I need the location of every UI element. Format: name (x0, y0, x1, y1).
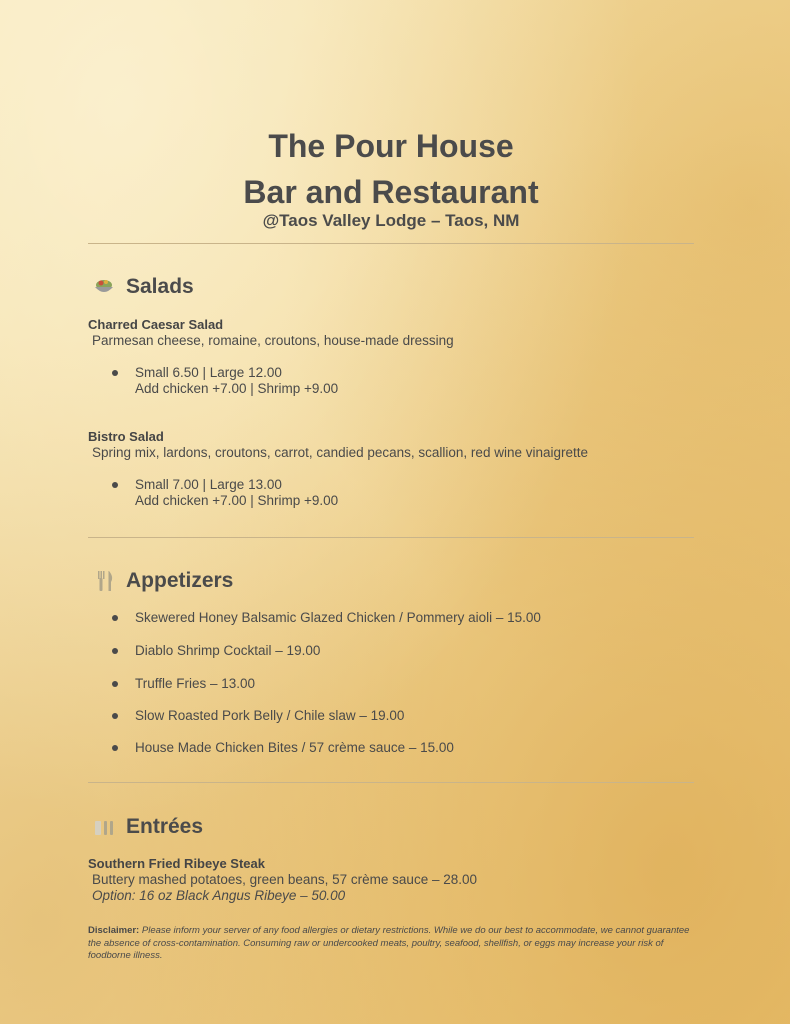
appetizer-item: Slow Roasted Pork Belly / Chile slaw – 19.00 (135, 708, 405, 723)
appetizer-item: Diablo Shrimp Cocktail – 19.00 (135, 643, 321, 658)
restaurant-type: Bar and Restaurant (243, 174, 539, 210)
entree-item-name: Southern Fried Ribeye Steak (88, 856, 265, 871)
fork-knife-icon (92, 569, 118, 593)
salads-heading-label: Salads (126, 275, 194, 298)
disclaimer (88, 925, 698, 963)
entrees-heading-label: Entrées (126, 815, 204, 838)
cutlery-icon (92, 815, 118, 839)
bullet (112, 745, 118, 751)
appetizer-item: Skewered Honey Balsamic Glazed Chicken / Pommery aioli – 15.00 (135, 610, 541, 625)
restaurant-location: @Taos Valley Lodge – Taos, NM (262, 211, 520, 230)
salad-item-description: Spring mix, lardons, croutons, carrot, candied pecans, scallion, red wine vinaigrette (92, 445, 588, 460)
bullet (112, 482, 118, 488)
salads-heading (92, 273, 194, 301)
salad-item-addons: Add chicken +7.00 | Shrimp +9.00 (135, 381, 339, 396)
salad-item-name: Bistro Salad (88, 429, 164, 444)
appetizer-item: House Made Chicken Bites / 57 crème sauce – 15.00 (135, 740, 454, 755)
appetizers-heading (92, 567, 233, 595)
bullet (112, 713, 118, 719)
restaurant-name: The Pour House (268, 128, 514, 164)
disclaimer-label: Disclaimer: (88, 925, 140, 936)
header-divider (88, 243, 694, 244)
salad-bowl-icon (92, 275, 118, 299)
bullet (112, 370, 118, 376)
salad-item-addons: Add chicken +7.00 | Shrimp +9.00 (135, 493, 339, 508)
appetizers-divider (88, 782, 694, 783)
bullet (112, 648, 118, 654)
salad-item-price: Small 7.00 | Large 13.00 (135, 477, 282, 492)
entrees-heading (92, 813, 203, 841)
appetizer-item: Truffle Fries – 13.00 (135, 676, 256, 691)
bullet (112, 615, 118, 621)
salad-item-description: Parmesan cheese, romaine, croutons, house-made dressing (92, 333, 454, 348)
bullet (112, 681, 118, 687)
entree-item-option: Option: 16 oz Black Angus Ribeye – 50.00 (92, 888, 346, 903)
salads-divider (88, 537, 694, 538)
entree-item-description: Buttery mashed potatoes, green beans, 57 crème sauce – 28.00 (92, 872, 477, 887)
salad-item-price: Small 6.50 | Large 12.00 (135, 365, 282, 380)
disclaimer-text: Please inform your server of any food allergies or dietary restrictions. While we do our best to accommodate, we cannot guarantee the absence of cross-contamination. Consuming raw or undercooked meats, poultry, seafood, shellfish, or eggs may increase your risk of foodborne illness. (88, 925, 690, 961)
salad-item-name: Charred Caesar Salad (88, 317, 224, 332)
appetizers-heading-label: Appetizers (126, 569, 234, 592)
